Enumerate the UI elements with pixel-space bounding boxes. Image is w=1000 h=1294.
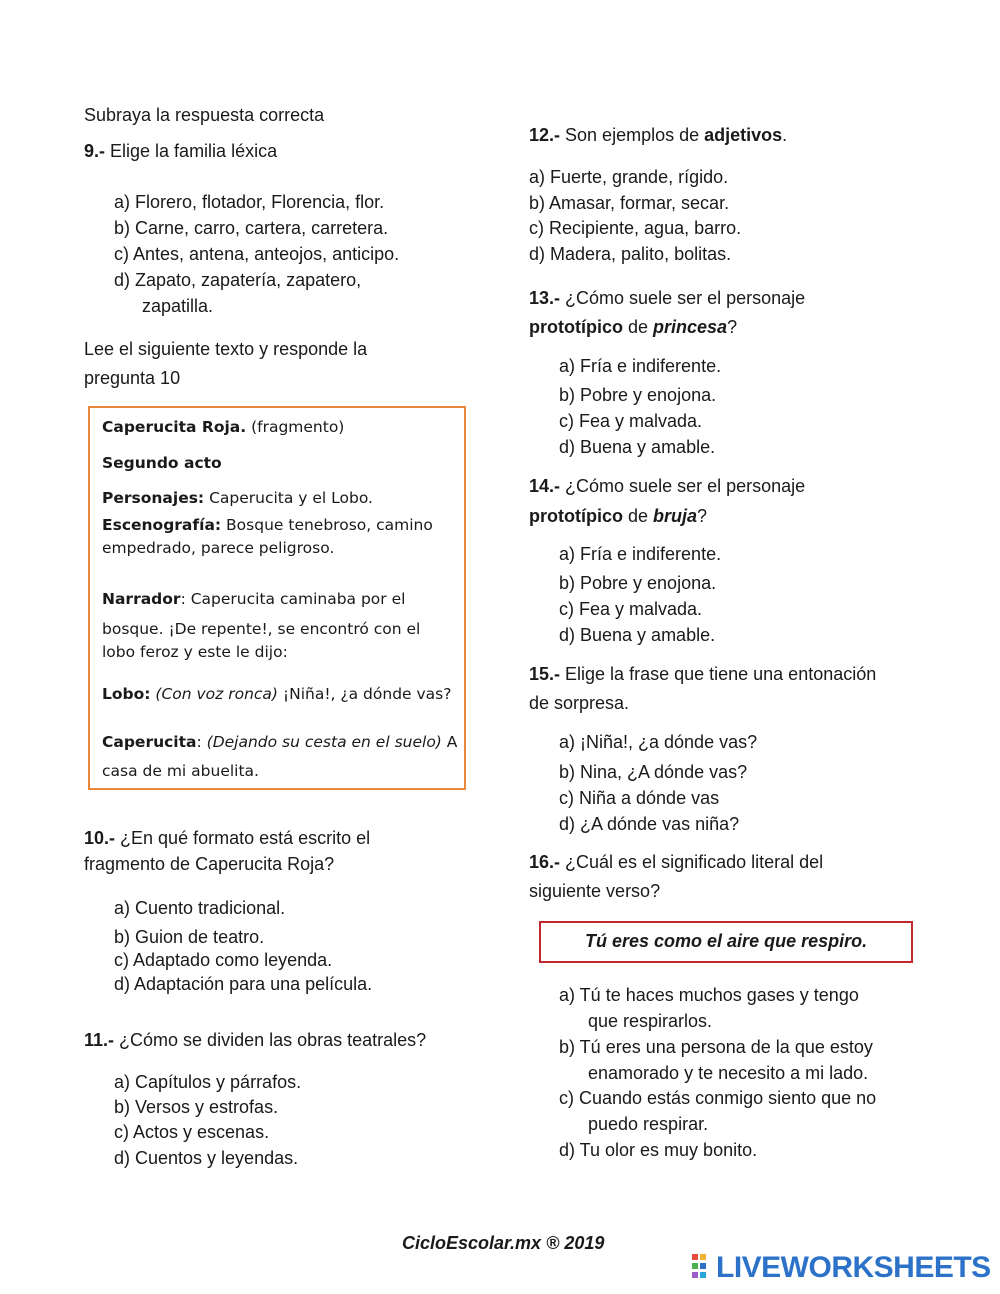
q13-option-a[interactable]: a) Fría e indiferente. [559, 356, 722, 376]
question-15-prompt-line2: de sorpresa. [529, 693, 630, 713]
question-16-prompt-line2: siguiente verso? [529, 881, 661, 901]
q11-option-a[interactable]: a) Capítulos y párrafos. [114, 1072, 302, 1092]
question-10-prompt-line2: fragmento de Caperucita Roja? [84, 854, 335, 874]
q15-option-d[interactable]: d) ¿A dónde vas niña? [559, 814, 740, 834]
excerpt-caperucita-line2: casa de mi abuelita. [102, 762, 259, 780]
q12-option-b[interactable]: b) Amasar, formar, secar. [529, 193, 730, 213]
excerpt-caperucita-line: Caperucita: (Dejando su cesta en el suelo) A [102, 733, 458, 751]
q15-option-b[interactable]: b) Nina, ¿A dónde vas? [559, 762, 748, 782]
question-13-prompt: 13.- ¿Cómo suele ser el personaje [529, 288, 806, 308]
excerpt-title: Caperucita Roja. (fragmento) [102, 418, 345, 436]
q16-option-c-continued[interactable]: puedo respirar. [588, 1114, 709, 1134]
q16-option-a[interactable]: a) Tú te haces muchos gases y tengo [559, 985, 859, 1005]
q12-option-d[interactable]: d) Madera, palito, bolitas. [529, 244, 732, 264]
question-11-prompt: 11.- ¿Cómo se dividen las obras teatrales? [84, 1030, 427, 1050]
q15-option-c[interactable]: c) Niña a dónde vas [559, 788, 720, 808]
q13-option-d[interactable]: d) Buena y amable. [559, 437, 716, 457]
question-15-prompt: 15.- Elige la frase que tiene una entonación [529, 664, 877, 684]
q16-option-b-continued[interactable]: enamorado y te necesito a mi lado. [588, 1063, 869, 1083]
q14-option-c[interactable]: c) Fea y malvada. [559, 599, 703, 619]
q12-option-c[interactable]: c) Recipiente, agua, barro. [529, 218, 742, 238]
q13-option-b[interactable]: b) Pobre y enojona. [559, 385, 717, 405]
excerpt-narrator-line3: lobo feroz y este le dijo: [102, 643, 288, 661]
liveworksheets-logo-icon [692, 1254, 714, 1280]
q14-option-a[interactable]: a) Fría e indiferente. [559, 544, 722, 564]
q9-option-a[interactable]: a) Florero, flotador, Florencia, flor. [114, 192, 385, 212]
question-13-prompt-line2: prototípico de princesa? [529, 317, 738, 337]
excerpt-wolf-line: Lobo: (Con voz ronca) ¡Niña!, ¿a dónde vas? [102, 685, 452, 703]
question-16-prompt: 16.- ¿Cuál es el significado literal del [529, 852, 824, 872]
verse-text: Tú eres como el aire que respiro. [585, 931, 868, 951]
instruction: Subraya la respuesta correcta [84, 105, 325, 125]
q14-option-d[interactable]: d) Buena y amable. [559, 625, 716, 645]
q10-option-d[interactable]: d) Adaptación para una película. [114, 974, 373, 994]
excerpt-scenery-line2: empedrado, parece peligroso. [102, 539, 335, 557]
q16-option-a-continued[interactable]: que respirarlos. [588, 1011, 713, 1031]
excerpt-act: Segundo acto [102, 454, 222, 472]
q10-option-a[interactable]: a) Cuento tradicional. [114, 898, 286, 918]
q12-option-a[interactable]: a) Fuerte, grande, rígido. [529, 167, 729, 187]
q14-option-b[interactable]: b) Pobre y enojona. [559, 573, 717, 593]
excerpt-scenery: Escenografía: Bosque tenebroso, camino [102, 516, 433, 534]
q9-option-d-continued[interactable]: zapatilla. [142, 296, 214, 316]
question-14-prompt-line2: prototípico de bruja? [529, 506, 708, 526]
excerpt-narrator-line2: bosque. ¡De repente!, se encontró con el [102, 620, 421, 638]
q16-option-c[interactable]: c) Cuando estás conmigo siento que no [559, 1088, 877, 1108]
q15-option-a[interactable]: a) ¡Niña!, ¿a dónde vas? [559, 732, 758, 752]
question-10-prompt: 10.- ¿En qué formato está escrito el [84, 828, 371, 848]
q16-option-b[interactable]: b) Tú eres una persona de la que estoy [559, 1037, 873, 1057]
q10-option-b[interactable]: b) Guion de teatro. [114, 927, 265, 947]
q9-option-c[interactable]: c) Antes, antena, anteojos, anticipo. [114, 244, 400, 264]
question-9-prompt: 9.- Elige la familia léxica [84, 141, 278, 161]
excerpt-narrator: Narrador: Caperucita caminaba por el [102, 590, 406, 608]
q13-option-c[interactable]: c) Fea y malvada. [559, 411, 703, 431]
question-12-prompt: 12.- Son ejemplos de adjetivos. [529, 125, 788, 145]
q11-option-c[interactable]: c) Actos y escenas. [114, 1122, 270, 1142]
q9-option-b[interactable]: b) Carne, carro, cartera, carretera. [114, 218, 389, 238]
q11-option-d[interactable]: d) Cuentos y leyendas. [114, 1148, 299, 1168]
q9-option-d[interactable]: d) Zapato, zapatería, zapatero, [114, 270, 362, 290]
read-prompt-line1: Lee el siguiente texto y responde la [84, 339, 368, 359]
q16-option-d[interactable]: d) Tu olor es muy bonito. [559, 1140, 758, 1160]
footer-copyright: CicloEscolar.mx ® 2019 [402, 1233, 605, 1253]
question-14-prompt: 14.- ¿Cómo suele ser el personaje [529, 476, 806, 496]
excerpt-characters: Personajes: Caperucita y el Lobo. [102, 489, 373, 507]
q10-option-c[interactable]: c) Adaptado como leyenda. [114, 950, 333, 970]
q11-option-b[interactable]: b) Versos y estrofas. [114, 1097, 279, 1117]
liveworksheets-brand[interactable]: LIVEWORKSHEETS [716, 1251, 991, 1284]
read-prompt-line2: pregunta 10 [84, 368, 181, 388]
